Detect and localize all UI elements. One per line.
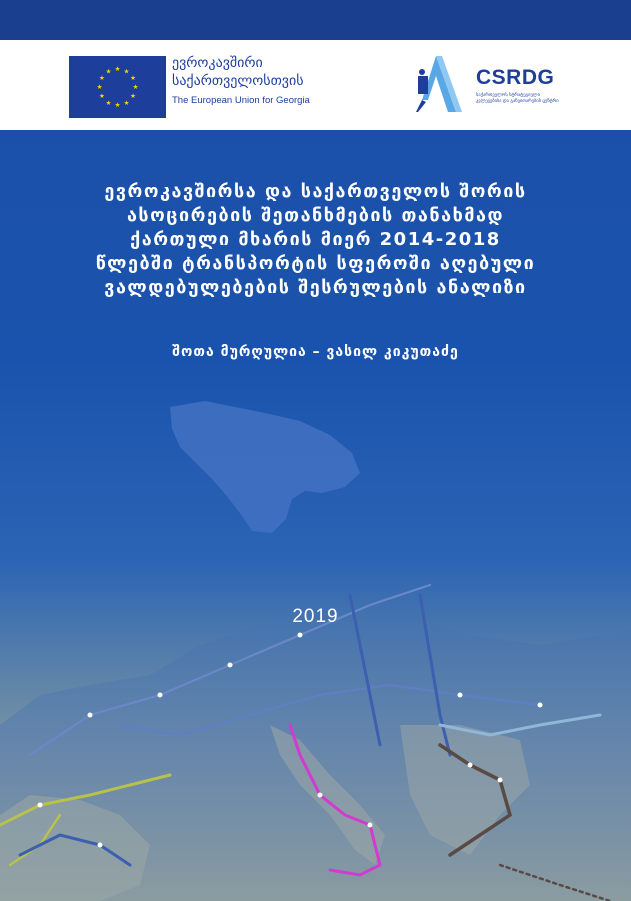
csrdg-subtitle-line2: კვლევებისა და განვითარების ცენტრი	[476, 98, 559, 104]
eu-logo-line2: საქართველოსთვის	[172, 73, 304, 89]
logo-band	[0, 40, 631, 130]
eu-star-icon: ★	[130, 74, 137, 83]
eu-star-icon: ★	[96, 83, 103, 92]
eu-logo-line1: ევროკავშირი	[172, 55, 263, 71]
eu-flag-icon	[69, 56, 166, 118]
cover-year: 2019	[292, 606, 339, 627]
top-color-band	[0, 0, 631, 40]
eu-star-icon: ★	[130, 92, 137, 101]
eu-star-icon: ★	[123, 98, 130, 107]
cover-title	[20, 180, 611, 300]
eu-star-icon: ★	[105, 67, 112, 76]
csrdg-subtitle	[476, 93, 576, 104]
title-line-1: ევროკავშირსა და საქართველოს შორის	[104, 181, 527, 202]
csrdg-logo-icon	[416, 56, 468, 116]
eu-logo-english: The European Union for Georgia	[172, 95, 310, 106]
eu-logo-text	[172, 54, 310, 106]
title-line-3: ქართული მხარის მიერ 2014-2018	[130, 229, 501, 250]
title-line-5: ვალდებულებების შესრულების ანალიზი	[104, 277, 527, 298]
eu-star-icon: ★	[98, 74, 105, 83]
eu-star-icon: ★	[114, 65, 121, 74]
csrdg-name: CSRDG	[476, 66, 555, 89]
eu-star-icon: ★	[105, 98, 112, 107]
eu-star-icon: ★	[123, 67, 130, 76]
csrdg-subtitle-line1: საქართველოს სტრატეგიული	[476, 93, 540, 98]
eu-star-icon: ★	[114, 101, 121, 110]
eu-star-icon: ★	[132, 83, 139, 92]
title-line-2: ასოცირების შეთანხმების თანახმად	[126, 205, 505, 226]
eu-star-icon: ★	[98, 92, 105, 101]
cover-authors: შოთა მურღულია – ვასილ კიკუთაძე	[172, 344, 459, 360]
title-line-4: წლებში ტრანსპორტის სფეროში აღებული	[95, 253, 536, 274]
georgia-map-shape	[170, 401, 360, 533]
europe-transport-map	[0, 395, 631, 901]
